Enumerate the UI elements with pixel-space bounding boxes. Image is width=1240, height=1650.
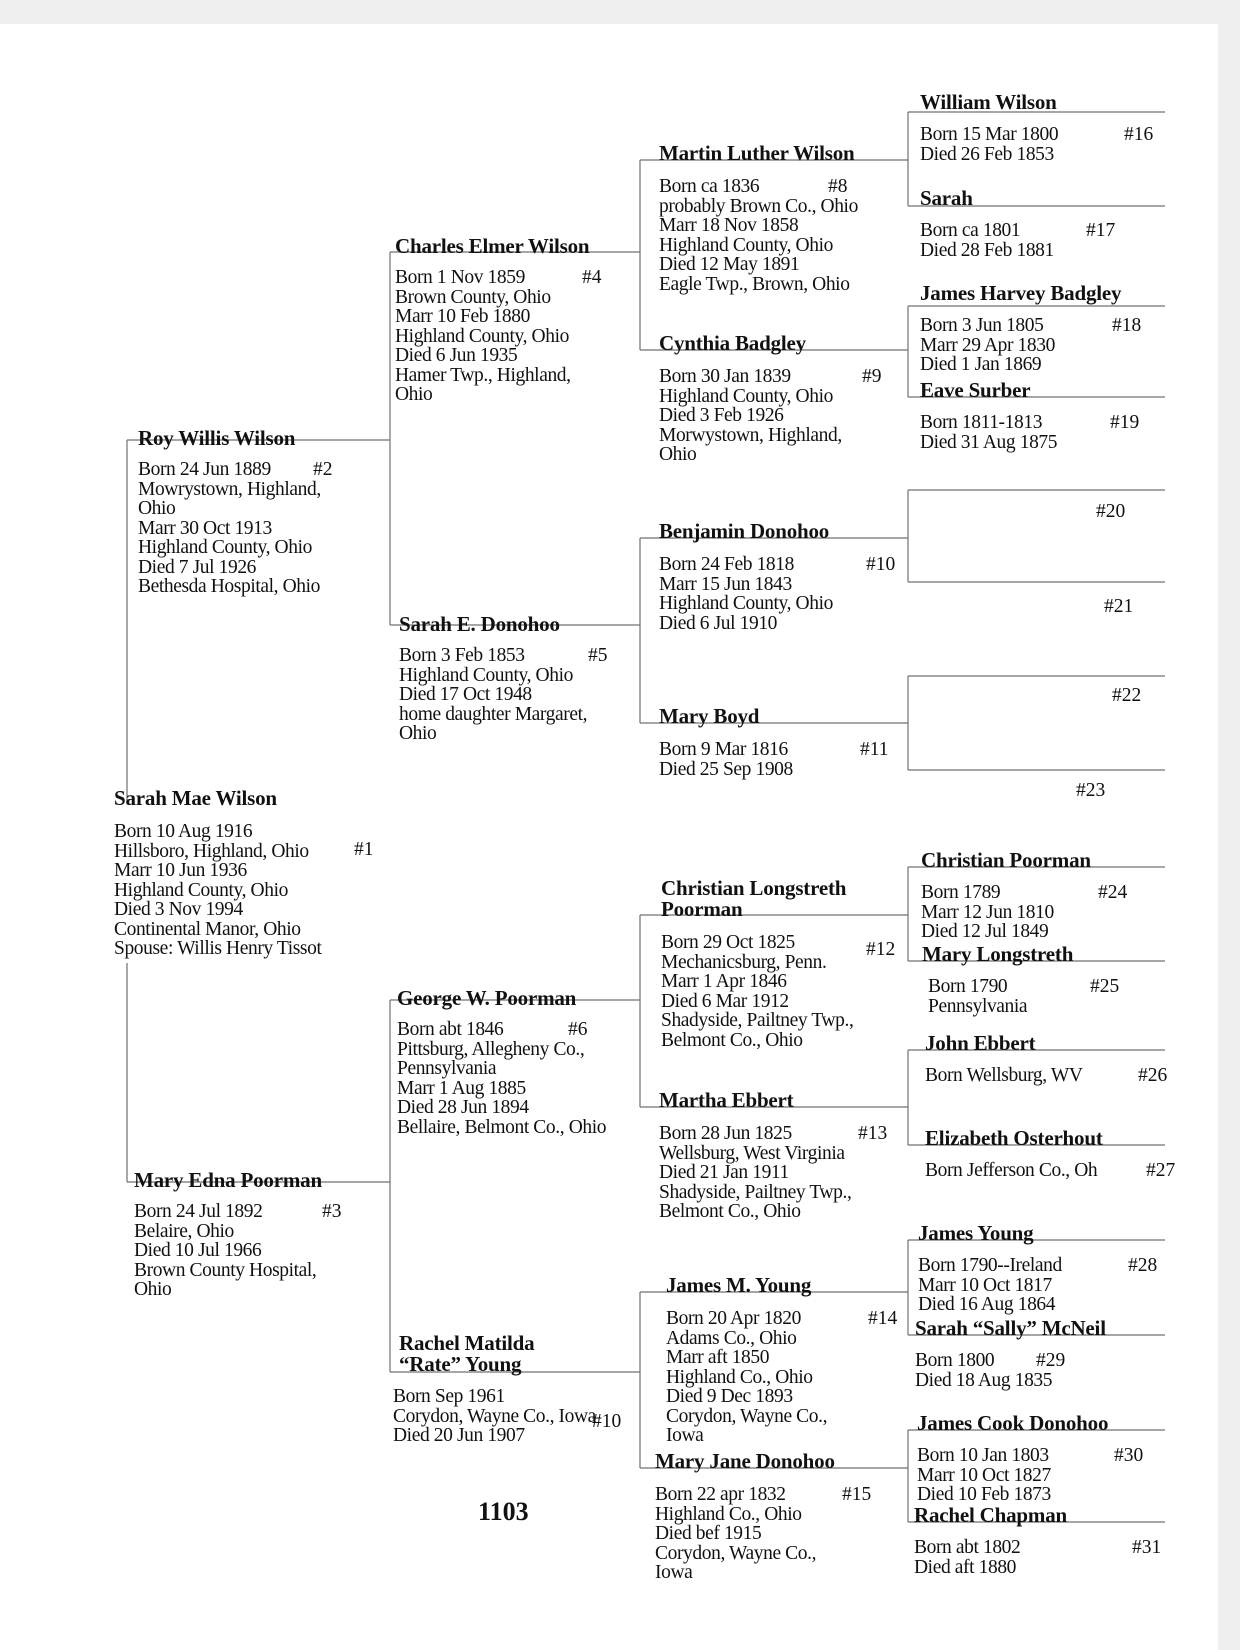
detail-line: Died 10 Jul 1966	[134, 1240, 262, 1261]
person-17	[920, 188, 1054, 260]
detail-line: Died 26 Feb 1853	[920, 143, 1054, 165]
person-14	[666, 1275, 827, 1446]
person-number: #10	[866, 554, 896, 575]
person-25	[922, 944, 1073, 1016]
detail-line: Marr 30 Oct 1913	[138, 517, 272, 539]
detail-line: Died 16 Aug 1864	[918, 1294, 1056, 1315]
detail-line: Born Sep 1961	[393, 1386, 505, 1407]
person-name: Sarah Mae Wilson	[114, 786, 277, 810]
person-1	[114, 788, 321, 959]
person-5	[399, 614, 587, 744]
detail-line: Born 22 apr 1832	[655, 1484, 786, 1505]
detail-line: Brown County Hospital,	[134, 1259, 317, 1281]
person-name: Benjamin Donohoo	[659, 519, 830, 543]
person-details	[920, 413, 1057, 452]
detail-line: Marr 12 Jun 1810	[921, 901, 1054, 923]
detail-line: Died aft 1880	[914, 1556, 1017, 1578]
person-number-20: #20	[1096, 501, 1126, 522]
person-number: #31	[1132, 1537, 1162, 1558]
detail-line: Born 1790--Ireland	[918, 1255, 1062, 1276]
person-name: Sarah “Sally” McNeil	[915, 1316, 1106, 1340]
detail-line: Highland County, Ohio	[659, 385, 833, 407]
person-details	[659, 367, 842, 465]
person-number: #26	[1138, 1065, 1168, 1086]
detail-line: Born 9 Mar 1816	[659, 739, 788, 760]
person-name: Christian Poorman	[921, 848, 1091, 872]
detail-line: Born abt 1802	[914, 1537, 1021, 1558]
person-name: Rachel Chapman	[914, 1503, 1067, 1527]
detail-line: probably Brown Co., Ohio	[659, 195, 858, 217]
person-details	[917, 1446, 1108, 1505]
detail-line: Mechanicsburg, Penn.	[661, 951, 827, 973]
detail-line: Pennsylvania	[928, 995, 1028, 1017]
person-number: #19	[1110, 412, 1140, 433]
person-15	[655, 1451, 835, 1583]
detail-line: home daughter Margaret,	[399, 703, 588, 725]
detail-line: Corydon, Wayne Co.,	[666, 1405, 828, 1427]
person-name: Martin Luther Wilson	[659, 141, 855, 165]
detail-line: Hillsboro, Highland, Ohio	[114, 840, 309, 862]
detail-line: Belaire, Ohio	[134, 1220, 234, 1242]
detail-line: Marr 10 Feb 1880	[395, 306, 530, 327]
detail-line: Highland County, Ohio	[659, 234, 833, 256]
detail-line: Marr 18 Nov 1858	[659, 215, 799, 236]
detail-line: Marr 10 Oct 1827	[917, 1464, 1051, 1486]
person-details	[920, 221, 1054, 260]
detail-line: Marr 1 Aug 1885	[397, 1077, 526, 1099]
detail-line: Born Jefferson Co., Oh	[925, 1160, 1098, 1181]
detail-line: Belmont Co., Ohio	[661, 1029, 803, 1051]
detail-line: Died 31 Aug 1875	[920, 431, 1058, 453]
detail-line: Morwystown, Highland,	[659, 424, 842, 446]
person-name: Christian Longstreth Poorman	[661, 876, 847, 921]
person-details	[925, 1066, 1083, 1086]
detail-line: Marr 10 Oct 1817	[918, 1274, 1052, 1296]
person-number: #18	[1112, 315, 1142, 336]
person-name: Eave Surber	[920, 378, 1031, 402]
person-number: #17	[1086, 220, 1116, 241]
person-details	[914, 1538, 1067, 1577]
person-details	[920, 316, 1121, 375]
detail-line: Died 17 Oct 1948	[399, 684, 532, 705]
person-number-21: #21	[1104, 596, 1134, 617]
detail-line: Adams Co., Ohio	[666, 1327, 797, 1349]
person-details	[395, 268, 589, 405]
page-number: 1103	[478, 1497, 529, 1526]
person-number: #30	[1114, 1445, 1144, 1466]
person-name: Rachel Matilda “Rate” Young	[399, 1331, 535, 1376]
detail-line: Marr 15 Jun 1843	[659, 573, 792, 595]
person-details	[659, 1124, 851, 1222]
person-details	[920, 125, 1058, 164]
detail-line: Eagle Twp., Brown, Ohio	[659, 273, 850, 295]
person-name: William Wilson	[920, 90, 1057, 114]
person-number-23: #23	[1076, 780, 1106, 801]
person-2	[138, 428, 321, 597]
detail-line: Highland Co., Ohio	[655, 1503, 802, 1525]
detail-line: Shadyside, Pailtney Twp.,	[661, 1010, 854, 1031]
person-11	[659, 706, 793, 779]
person-28	[918, 1223, 1062, 1315]
person-name: Mary Longstreth	[922, 942, 1074, 966]
detail-line: Died 28 Feb 1881	[920, 239, 1054, 261]
person-31	[914, 1505, 1067, 1577]
person-19	[920, 380, 1057, 452]
detail-line: Died 20 Jun 1907	[393, 1425, 525, 1446]
detail-line: Died 25 Sep 1908	[659, 758, 793, 780]
person-details	[659, 555, 833, 633]
person-name: James Harvey Badgley	[920, 281, 1122, 305]
person-8	[659, 143, 858, 294]
person-12	[661, 878, 901, 1050]
detail-line: Born 10 Jan 1803	[917, 1445, 1049, 1466]
detail-line: Mowrystown, Highland,	[138, 478, 321, 500]
person-13	[659, 1090, 851, 1222]
person-number: #10	[592, 1411, 622, 1432]
detail-line: Died 10 Feb 1873	[917, 1484, 1051, 1505]
detail-line: Born 24 Jun 1889	[138, 459, 271, 480]
person-name: James M. Young	[666, 1273, 812, 1297]
detail-line: Shadyside, Pailtney Twp.,	[659, 1181, 852, 1203]
detail-line: Marr 1 Apr 1846	[661, 971, 787, 992]
person-number: #9	[862, 366, 882, 387]
detail-line: Born 1790	[928, 976, 1008, 997]
person-details	[399, 646, 587, 744]
detail-line: Born abt 1846	[397, 1019, 504, 1040]
person-number: #2	[313, 459, 333, 480]
person-name: James Young	[918, 1221, 1034, 1245]
person-name: Sarah E. Donohoo	[399, 612, 560, 636]
person-number: #28	[1128, 1255, 1158, 1276]
detail-line: Ohio	[395, 384, 433, 405]
person-number: #3	[322, 1201, 342, 1222]
detail-line: Died 12 May 1891	[659, 254, 800, 275]
detail-line: Born 10 Aug 1916	[114, 821, 253, 842]
detail-line: Born ca 1801	[920, 220, 1021, 241]
person-4	[395, 236, 589, 405]
person-7	[393, 1331, 596, 1446]
person-details	[393, 1387, 596, 1446]
detail-line: Highland County, Ohio	[399, 664, 573, 686]
detail-line: Born 15 Mar 1800	[920, 124, 1059, 145]
person-details	[661, 933, 901, 1050]
person-name: Mary Jane Donohoo	[655, 1449, 835, 1473]
person-30	[917, 1413, 1108, 1505]
detail-line: Died 6 Mar 1912	[661, 990, 789, 1012]
person-details	[114, 822, 321, 959]
detail-line: Died 6 Jun 1935	[395, 345, 518, 366]
person-29	[915, 1318, 1106, 1390]
detail-line: Born 30 Jan 1839	[659, 366, 791, 387]
detail-line: Ohio	[659, 444, 697, 465]
person-name: Elizabeth Osterhout	[925, 1126, 1103, 1150]
detail-line: Died 18 Aug 1835	[915, 1369, 1053, 1391]
detail-line: Born 3 Jun 1805	[920, 315, 1044, 336]
detail-line: Belmont Co., Ohio	[659, 1201, 801, 1222]
detail-line: Brown County, Ohio	[395, 286, 551, 308]
detail-line: Iowa	[655, 1562, 693, 1583]
detail-line: Died 1 Jan 1869	[920, 354, 1042, 375]
person-number: #4	[582, 267, 602, 288]
detail-line: Highland County, Ohio	[395, 325, 569, 347]
detail-line: Died bef 1915	[655, 1523, 762, 1544]
detail-line: Bellaire, Belmont Co., Ohio	[397, 1116, 607, 1138]
detail-line: Corydon, Wayne Co.,	[655, 1542, 817, 1564]
person-name: Mary Edna Poorman	[134, 1168, 322, 1192]
person-name: Martha Ebbert	[659, 1088, 794, 1112]
person-number: #25	[1090, 976, 1120, 997]
person-6	[397, 988, 606, 1137]
detail-line: Died 12 Jul 1849	[921, 921, 1049, 942]
person-27	[925, 1128, 1103, 1181]
detail-line: Died 9 Dec 1893	[666, 1386, 793, 1407]
person-number: #29	[1036, 1350, 1066, 1371]
person-details	[921, 883, 1091, 942]
person-details	[138, 460, 321, 597]
person-number: #1	[354, 839, 374, 860]
person-number: #12	[866, 939, 896, 960]
person-number: #15	[842, 1484, 872, 1505]
detail-line: Born 1 Nov 1859	[395, 267, 525, 288]
person-number: #11	[860, 739, 889, 760]
detail-line: Born ca 1836	[659, 176, 760, 197]
person-10	[659, 521, 833, 633]
detail-line: Bethesda Hospital, Ohio	[138, 576, 320, 597]
person-number-22: #22	[1112, 685, 1142, 706]
detail-line: Died 6 Jul 1910	[659, 612, 778, 634]
person-name: John Ebbert	[925, 1031, 1036, 1055]
detail-line: Pennsylvania	[397, 1058, 497, 1079]
detail-line: Died 7 Jul 1926	[138, 556, 257, 578]
detail-line: Pittsburg, Allegheny Co.,	[397, 1038, 585, 1060]
person-name: James Cook Donohoo	[917, 1411, 1109, 1435]
detail-line: Born 29 Oct 1825	[661, 932, 795, 953]
detail-line: Born 1811-1813	[920, 412, 1043, 433]
person-name: Charles Elmer Wilson	[395, 234, 590, 258]
detail-line: Born Wellsburg, WV	[925, 1065, 1083, 1086]
detail-line: Born 28 Jun 1825	[659, 1123, 792, 1144]
person-number: #13	[858, 1123, 888, 1144]
person-name: George W. Poorman	[397, 986, 577, 1010]
person-details	[666, 1309, 827, 1446]
detail-line: Ohio	[138, 498, 176, 519]
detail-line: Iowa	[666, 1425, 704, 1446]
detail-line: Hamer Twp., Highland,	[395, 364, 571, 386]
person-number: #27	[1146, 1160, 1176, 1181]
detail-line: Born 3 Feb 1853	[399, 645, 525, 666]
detail-line: Born 1789	[921, 882, 1001, 903]
person-name: Roy Willis Wilson	[138, 426, 296, 450]
detail-line: Highland County, Ohio	[138, 537, 312, 558]
detail-line: Marr 29 Apr 1830	[920, 334, 1055, 356]
detail-line: Ohio	[399, 723, 437, 744]
detail-line: Died 28 Jun 1894	[397, 1097, 529, 1118]
person-number: #16	[1124, 124, 1154, 145]
person-details	[915, 1351, 1106, 1390]
detail-line: Wellsburg, West Virginia	[659, 1142, 845, 1164]
detail-line: Continental Manor, Ohio	[114, 918, 301, 940]
detail-line: Ohio	[134, 1279, 172, 1300]
person-18	[920, 283, 1121, 375]
person-number: #6	[568, 1019, 588, 1040]
person-3	[134, 1170, 322, 1300]
person-details	[918, 1256, 1062, 1315]
person-details	[659, 740, 793, 779]
person-16	[920, 92, 1058, 164]
person-name: Mary Boyd	[659, 704, 760, 728]
detail-line: Spouse: Willis Henry Tissot	[114, 938, 322, 959]
person-9	[659, 333, 842, 465]
person-24	[921, 850, 1091, 942]
detail-line: Highland Co., Ohio	[666, 1366, 813, 1388]
person-number: #24	[1098, 882, 1128, 903]
person-name: Cynthia Badgley	[659, 331, 806, 355]
detail-line: Marr 10 Jun 1936	[114, 860, 247, 881]
detail-line: Died 3 Nov 1994	[114, 899, 243, 920]
detail-line: Born 20 Apr 1820	[666, 1308, 801, 1329]
person-26	[925, 1033, 1083, 1086]
detail-line: Corydon, Wayne Co., Iowa	[393, 1405, 596, 1427]
detail-line: Born 1800	[915, 1350, 995, 1371]
detail-line: Highland County, Ohio	[659, 593, 833, 614]
detail-line: Born 24 Feb 1818	[659, 554, 794, 575]
person-details	[925, 1161, 1103, 1181]
detail-line: Born 24 Jul 1892	[134, 1201, 263, 1222]
person-details	[655, 1485, 835, 1583]
person-details	[928, 977, 1073, 1016]
person-details	[134, 1202, 322, 1300]
detail-line: Died 21 Jan 1911	[659, 1162, 789, 1183]
detail-line: Highland County, Ohio	[114, 879, 288, 901]
person-number: #5	[588, 645, 608, 666]
detail-line: Died 3 Feb 1926	[659, 405, 784, 426]
detail-line: Marr aft 1850	[666, 1347, 770, 1368]
person-name: Sarah	[920, 186, 973, 210]
person-number: #8	[828, 176, 848, 197]
person-number: #14	[868, 1308, 898, 1329]
